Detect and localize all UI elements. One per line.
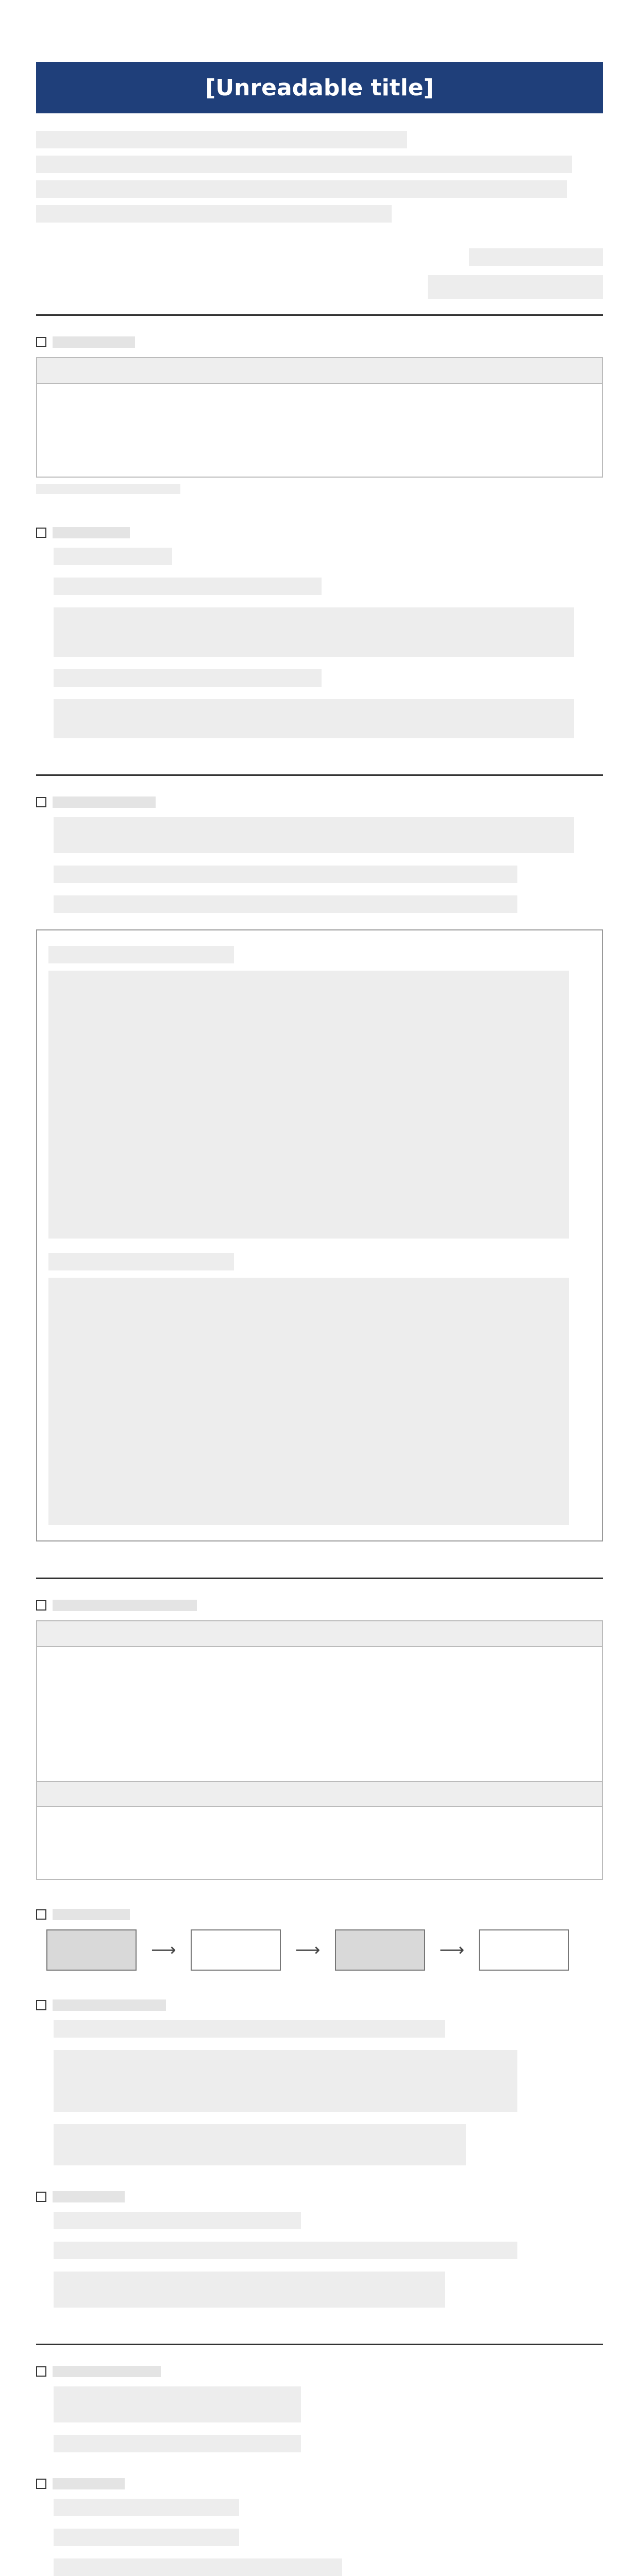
flow-step bbox=[479, 1929, 569, 1971]
flow-step bbox=[46, 1929, 137, 1971]
list-item bbox=[54, 578, 322, 595]
qualification-table bbox=[36, 1620, 603, 1880]
table-header bbox=[37, 1621, 602, 1647]
section-heading-label bbox=[53, 2478, 125, 2489]
section-heading-label bbox=[53, 1999, 166, 2011]
section-heading bbox=[36, 2478, 603, 2489]
final-announcement-section bbox=[36, 2366, 603, 2452]
flow-step bbox=[191, 1929, 281, 1971]
recruitment-table bbox=[36, 357, 603, 478]
documents-list bbox=[36, 2499, 603, 2576]
section-heading-label bbox=[53, 2366, 161, 2377]
disqualification-box bbox=[36, 929, 603, 1541]
intro-line bbox=[36, 180, 567, 198]
list-item bbox=[54, 2020, 445, 2038]
eligibility-section bbox=[36, 796, 603, 1541]
section-heading-label bbox=[53, 2191, 125, 2202]
list-item bbox=[54, 2386, 301, 2422]
application-list bbox=[36, 2020, 603, 2165]
section-heading bbox=[36, 336, 603, 348]
square-marker-icon bbox=[36, 1600, 46, 1611]
square-marker-icon bbox=[36, 2000, 46, 2010]
section-heading bbox=[36, 2366, 603, 2377]
list-item bbox=[54, 699, 574, 738]
application-section bbox=[36, 1999, 603, 2165]
working-conditions-section bbox=[36, 527, 603, 738]
list-item bbox=[54, 607, 574, 657]
arrow-right-icon: ⟶ bbox=[295, 1940, 321, 1960]
final-list bbox=[36, 2386, 603, 2452]
section-heading-label bbox=[53, 1600, 197, 1611]
list-item bbox=[54, 2212, 301, 2229]
box-content bbox=[48, 1278, 569, 1525]
selection-process-section bbox=[36, 1909, 603, 1971]
list-item bbox=[54, 2435, 301, 2452]
announcement-banner bbox=[36, 62, 603, 113]
section-heading bbox=[36, 2191, 603, 2202]
intro-line bbox=[36, 131, 407, 148]
section-heading-label bbox=[53, 336, 135, 348]
square-marker-icon bbox=[36, 797, 46, 807]
table-subheader bbox=[37, 1781, 602, 1807]
intro-paragraph bbox=[36, 131, 603, 223]
interview-section bbox=[36, 2191, 603, 2308]
banner-title: [Unreadable title] bbox=[205, 74, 434, 101]
list-item bbox=[54, 895, 517, 913]
section-heading bbox=[36, 1600, 603, 1611]
section-heading bbox=[36, 527, 603, 538]
list-item bbox=[54, 2499, 239, 2516]
square-marker-icon bbox=[36, 337, 46, 347]
section-heading bbox=[36, 1909, 603, 1920]
list-item bbox=[54, 2272, 445, 2308]
section-heading-label bbox=[53, 796, 156, 808]
section-divider bbox=[36, 2344, 603, 2345]
list-item bbox=[54, 2242, 517, 2259]
table-row bbox=[37, 384, 602, 477]
table-row bbox=[37, 1647, 602, 1781]
intro-line bbox=[36, 156, 572, 173]
square-marker-icon bbox=[36, 2479, 46, 2489]
eligibility-list bbox=[36, 817, 603, 913]
issue-date bbox=[469, 248, 603, 266]
documents-section bbox=[36, 2478, 603, 2576]
issuer-block bbox=[36, 248, 603, 299]
table-footnote bbox=[36, 484, 180, 494]
table-row bbox=[37, 1807, 602, 1879]
section-divider bbox=[36, 774, 603, 776]
list-item bbox=[54, 2050, 517, 2112]
recruitment-section bbox=[36, 336, 603, 494]
list-item bbox=[54, 548, 172, 565]
square-marker-icon bbox=[36, 2366, 46, 2377]
section-heading bbox=[36, 1999, 603, 2011]
section-divider bbox=[36, 314, 603, 316]
list-item bbox=[54, 2529, 239, 2546]
box-heading bbox=[48, 946, 234, 963]
list-item bbox=[54, 2124, 466, 2165]
section-heading bbox=[36, 796, 603, 808]
table-header bbox=[37, 358, 602, 384]
section-heading-label bbox=[53, 1909, 130, 1920]
box-content bbox=[48, 971, 569, 1239]
list-item bbox=[54, 817, 574, 853]
page bbox=[0, 62, 639, 2576]
list-item bbox=[54, 669, 322, 687]
square-marker-icon bbox=[36, 2192, 46, 2202]
arrow-right-icon: ⟶ bbox=[439, 1940, 465, 1960]
qualification-section bbox=[36, 1600, 603, 1880]
list-item bbox=[54, 866, 517, 883]
section-heading-label bbox=[53, 527, 130, 538]
list-item bbox=[54, 2558, 342, 2576]
section-divider bbox=[36, 1578, 603, 1579]
arrow-right-icon: ⟶ bbox=[151, 1940, 176, 1960]
square-marker-icon bbox=[36, 1909, 46, 1920]
flow-step bbox=[335, 1929, 425, 1971]
box-heading bbox=[48, 1253, 234, 1270]
interview-list bbox=[36, 2212, 603, 2308]
selection-flow bbox=[36, 1929, 603, 1971]
issuer-name bbox=[428, 275, 603, 299]
conditions-list bbox=[36, 548, 603, 738]
square-marker-icon bbox=[36, 528, 46, 538]
intro-line bbox=[36, 205, 392, 223]
